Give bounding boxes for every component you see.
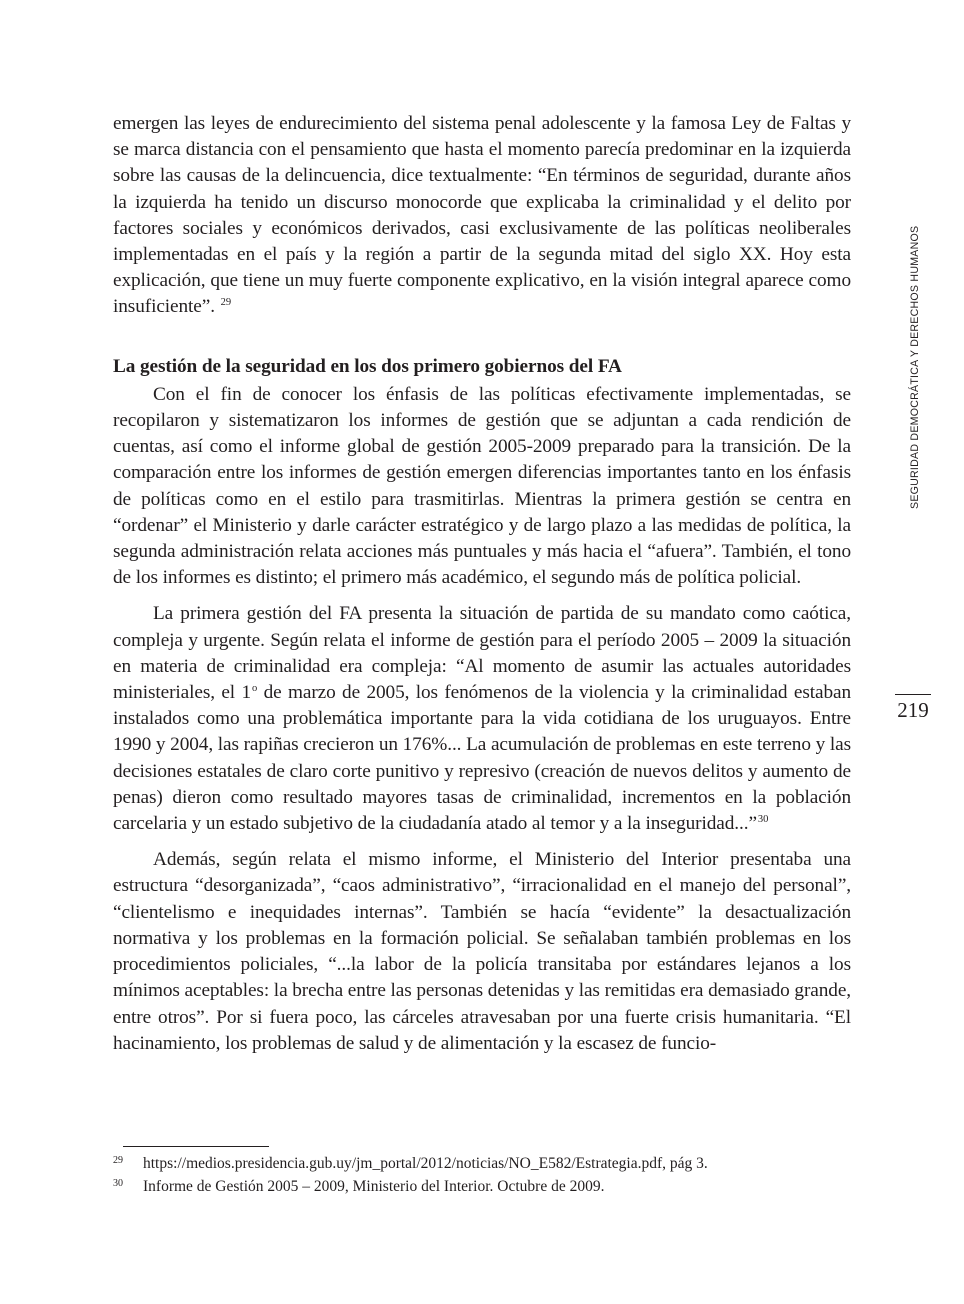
paragraph-3-text-a: La primera gestión del FA presenta la situación de partida de su mandato como caótica, compleja y urgente. Según relata el informe de gestión para el período 2005 – 2009 la situación en materia de criminalidad era compleja: “Al momento de asumir las actuales autoridades ministeriales, el 1 <box>113 603 851 704</box>
footnote-text: Informe de Gestión 2005 – 2009, Ministerio del Interior. Octubre de 2009. <box>143 1178 605 1195</box>
footnote-30 <box>113 1175 851 1198</box>
footnote-separator <box>123 1146 269 1147</box>
footnote-text: https://medios.presidencia.gub.uy/jm_portal/2012/noticias/NO_E582/Estrategia.pdf, pág 3. <box>143 1155 708 1172</box>
paragraph-1 <box>113 111 851 321</box>
page-number: 219 <box>897 698 929 722</box>
body-text <box>113 111 851 1057</box>
paragraph-4: Además, según relata el mismo informe, el Ministerio del Interior presentaba una estructura “desorganizada”, “caos administrativo”, “irracionalidad en el manejo del personal”, “clientelismo e inequidades internas”. También se hacía “evidente” la desactualización normativa y los problemas en la formación policial. Se señalaban también problemas en los procedimientos policiales, “...la labor de la policía transitaba por estándares lejanos a los mínimos aceptables: la brecha entre las personas detenidas y las remitidas era demasiado grande, entre otros”. Por si fuera poco, las cárceles atravesaban por una fuerte crisis humanitaria. “El hacinamiento, los problemas de salud y de alimentación y la escasez de funcio- <box>113 849 851 1054</box>
footnote-ref-30: 30 <box>757 814 769 826</box>
footnote-ref-29: 29 <box>220 297 231 309</box>
paragraph-2: Con el fin de conocer los énfasis de las políticas efectivamente implementadas, se recopilaron y sistematizaron los informes de gestión que se adjuntan a cada rendición de cuentas, así como el informe global de gestión 2005-2009 preparado para la transición. De la comparación entre los informes de gestión emergen diferencias importantes tanto en los énfasis de políticas como en el estilo para trasmitirlas. Mientras la primera gestión se centra en “ordenar” el Ministerio y darle carácter estratégico y de largo plazo a las medidas de política, la segunda administración relata acciones más puntuales y más hacia el “afuera”. También, el tono de los informes es distinto; el primero más académico, el segundo más de política policial. <box>113 383 851 589</box>
footnote-29 <box>113 1152 851 1175</box>
footnote-number: 29 <box>113 1155 123 1166</box>
running-header: SEGURIDAD DEMOCRÁTICA Y DERECHOS HUMANOS <box>909 225 921 509</box>
footnotes <box>113 1152 851 1198</box>
footnote-number: 30 <box>113 1178 123 1189</box>
paragraph-3-text-b: de marzo de 2005, los fenómenos de la violencia y la criminalidad estaban instalados como una problemática importante para la vida cotidiana de los uruguayos. Entre 1990 y 2004, las rapiñas crecieron un 176%... La acumulación de problemas en este terreno y las decisiones estatales de claro corte punitivo y represivo (creación de nuevos delitos y aumento de penas) dieron como resultado mayores tasas de criminalidad, incrementos en la población carcelaria y un estado subjetivo de la ciudadanía atado al temor y a la inseguridad...” <box>113 682 851 835</box>
paragraph-1-text: emergen las leyes de endurecimiento del sistema penal adolescente y la famosa Ley de Faltas y se marca distancia con el pensamiento que hasta el momento parecía predominar en la izquierda sobre las causas de la delincuencia, dice textualmente: “En términos de seguridad, durante años la izquierda ha tenido un discurso monocorde que explicaba la criminalidad y el delito por factores sociales y económicos derivados, casi exclusivamente de las políticas neoliberales implementadas en el país y la región a partir de la segunda mitad del siglo XX. Hoy esta explicación, que tiene un muy fuerte componente explicativo, en la visión integral aparece como insuficiente”. <box>113 113 851 318</box>
page-number-rule <box>895 694 931 695</box>
section-heading: La gestión de la seguridad en los dos primero gobiernos del FA <box>113 355 622 377</box>
paragraph-3 <box>113 601 851 837</box>
ordinal-superscript: o <box>252 683 258 695</box>
